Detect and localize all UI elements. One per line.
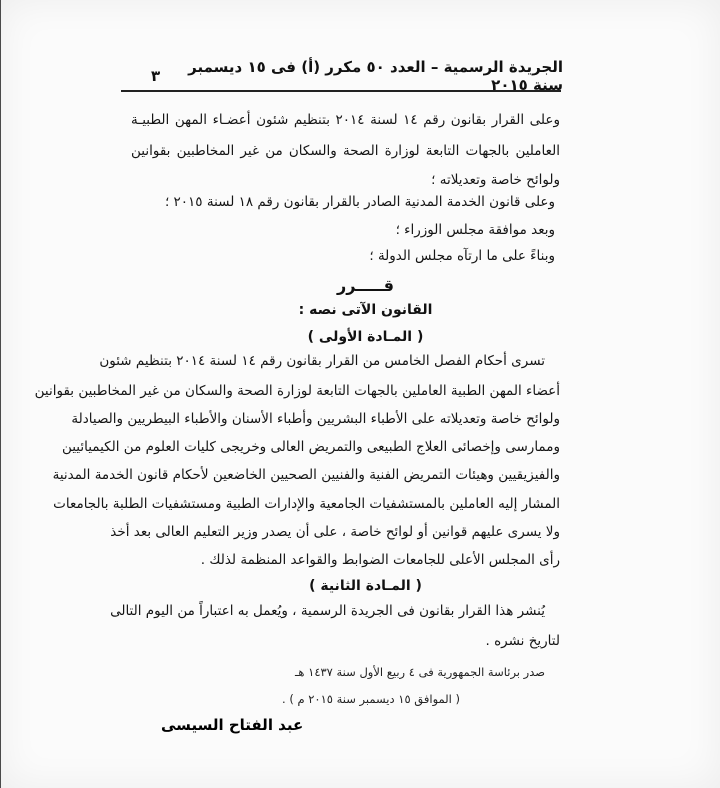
article-one-line: رأى المجلس الأعلى للجامعات الضوابط والقواعد المنظمة لذلك . [200, 552, 560, 568]
page-header [151, 58, 563, 94]
article-one-heading: ( المـادة الأولى ) [307, 329, 424, 345]
article-one-line: تسرى أحكام الفصل الخامس من القرار بقانون رقم ١٤ لسنة ٢٠١٤ بتنظيم شئون [99, 353, 545, 369]
header-rule [121, 90, 561, 92]
article-one-line: أعضاء المهن الطبية العاملين بالجهات التابعة لوزارة الصحة والسكان من غير المخاطبين بقوانين [34, 383, 560, 399]
article-two-line: يُنشر هذا القرار بقانون فى الجريدة الرسمية ، ويُعمل به اعتباراً من اليوم التالى [110, 603, 545, 619]
preamble-line: وبعد موافقة مجلس الوزراء ؛ [395, 222, 555, 238]
gazette-title: الجريدة الرسمية – العدد ٥٠ مكرر (أ) فى ١٥ ديسمبر سنة ٢٠١٥ [188, 58, 563, 94]
preamble-line: العاملين بالجهات التابعة لوزارة الصحة والسكان من غير المخاطبين بقوانين [131, 143, 560, 159]
page-number: ٣ [151, 67, 161, 85]
preamble-line: وعلى قانون الخدمة المدنية الصادر بالقرار بقانون رقم ١٨ لسنة ٢٠١٥ ؛ [164, 194, 555, 210]
preamble-line: وبناءً على ما ارتآه مجلس الدولة ؛ [369, 248, 555, 264]
preamble-line: ولوائح خاصة وتعديلاته ؛ [431, 172, 560, 188]
preamble-line: وعلى القرار بقانون رقم ١٤ لسنة ٢٠١٤ بتنظيم شئون أعضـاء المهن الطبيـة [131, 112, 560, 128]
issued-date-gregorian: ( الموافق ١٥ ديسمبر سنة ٢٠١٥ م ) . [282, 692, 460, 706]
article-one-line: وممارسى وإخصائى العلاج الطبيعى والتمريض العالى وخريجى كليات العلوم من الكيميائيين [61, 439, 560, 455]
decision-heading: قـــــرر [337, 276, 394, 295]
article-two-line: لتاريخ نشره . [485, 633, 560, 649]
article-two-heading: ( المـادة الثانية ) [309, 578, 422, 594]
gazette-page [1, 0, 720, 788]
article-one-line: والفيزيقيين وهيئات التمريض الفنية والفنيين الصحيين الخاضعين لأحكام قانون الخدمة المدنية [52, 467, 560, 483]
law-text-heading: القانون الآتى نصه : [298, 302, 433, 318]
article-one-line: ولا يسرى عليهم قوانين أو لوائح خاصة ، على أن يصدر وزير التعليم العالى بعد أخذ [110, 524, 560, 540]
issued-date-hijri: صدر برئاسة الجمهورية فى ٤ ربيع الأول سنة ١٤٣٧ هـ [295, 665, 545, 679]
article-one-line: ولوائح خاصة وتعديلاته على الأطباء البشريين وأطباء الأسنان والأطباء البيطريين والصيادلة [71, 411, 560, 427]
signature: عبد الفتاح السيسى [161, 716, 304, 734]
article-one-line: المشار إليه العاملين بالمستشفيات الجامعية والإدارات الطبية ومستشفيات الطلبة بالجامعات [53, 496, 560, 512]
